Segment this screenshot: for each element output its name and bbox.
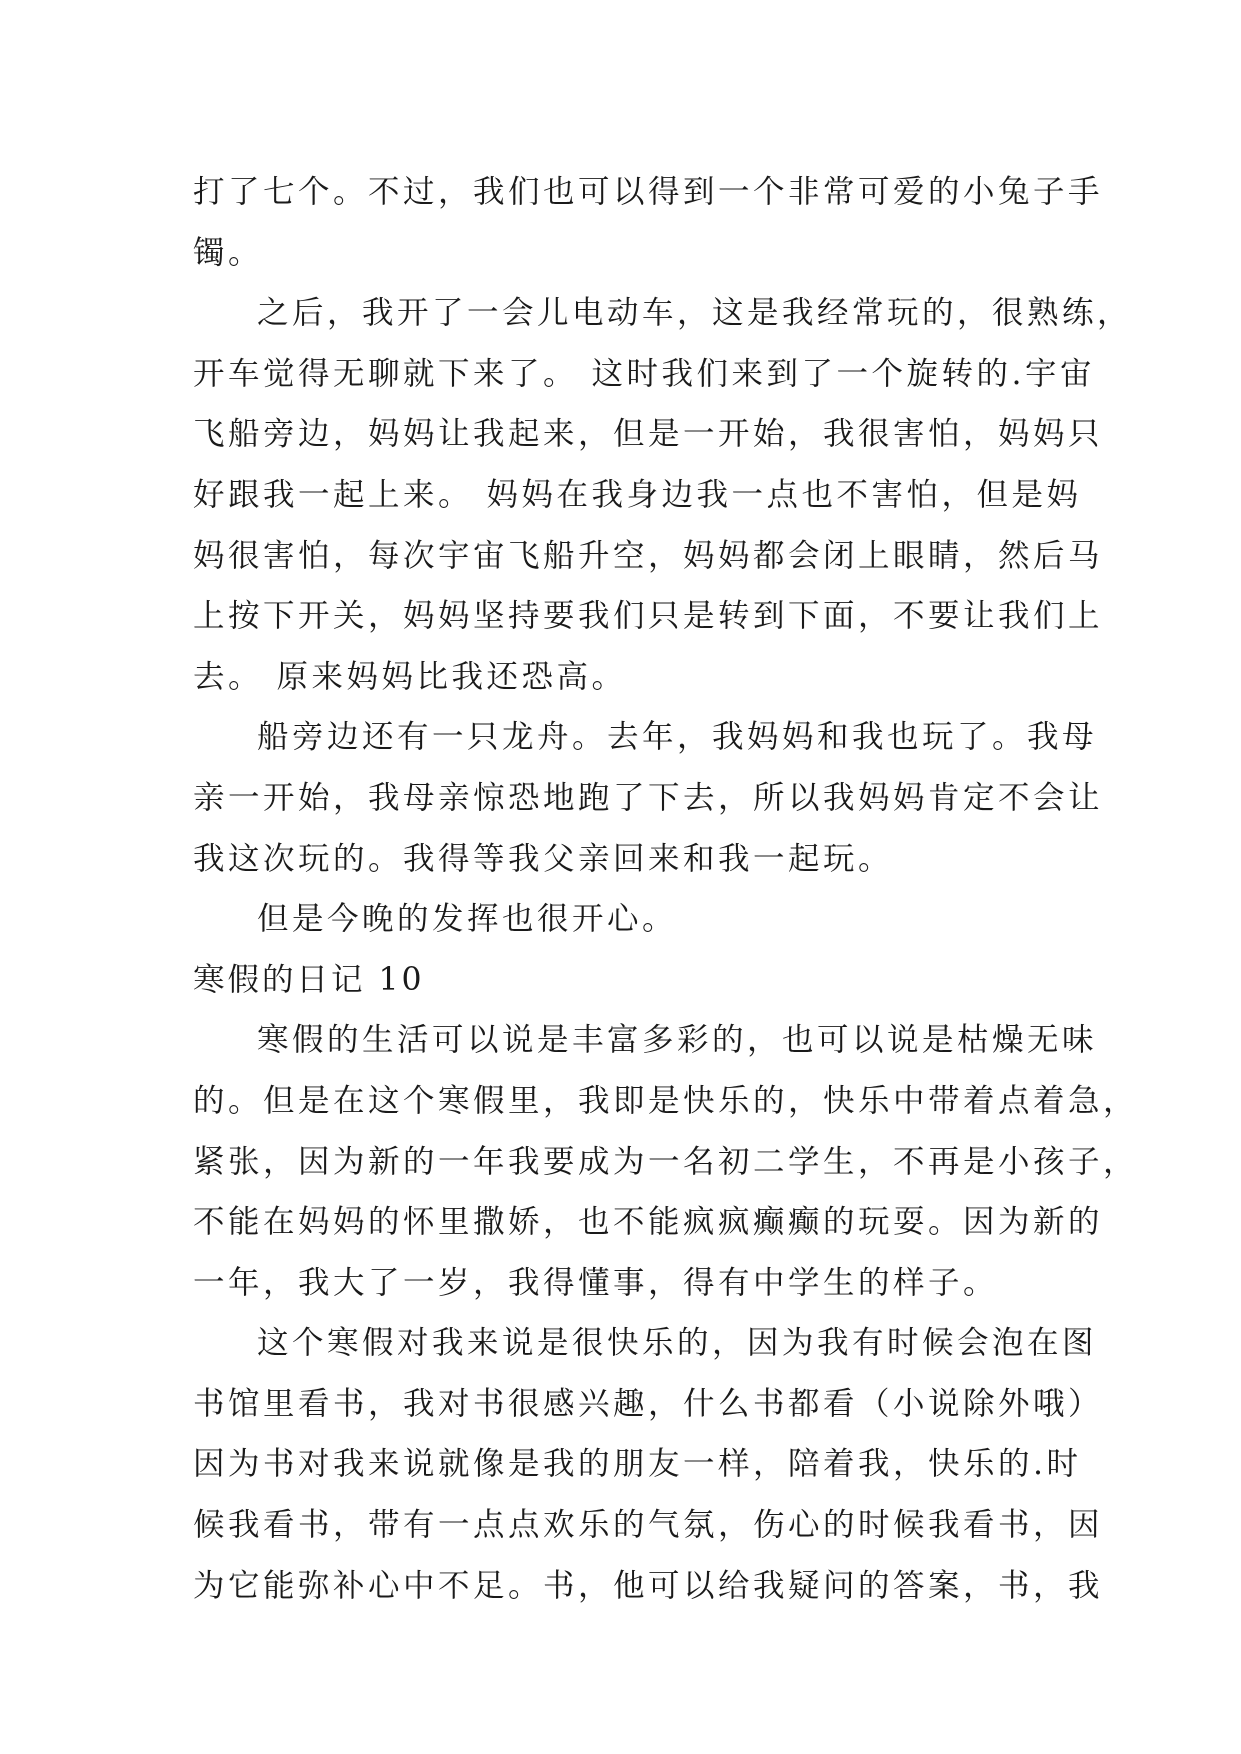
text-line: 开车觉得无聊就下来了。 这时我们来到了一个旋转的.宇宙	[193, 355, 1096, 392]
text-line: 书馆里看书，我对书很感兴趣，什么书都看（小说除外哦）	[193, 1385, 1104, 1422]
text-line: 好跟我一起上来。 妈妈在我身边我一点也不害怕，但是妈	[193, 476, 1082, 513]
text-line: 妈很害怕，每次宇宙飞船升空，妈妈都会闭上眼睛，然后马	[193, 537, 1104, 574]
text-line: 的。但是在这个寒假里，我即是快乐的，快乐中带着点着急，	[193, 1082, 1139, 1119]
text-line: 上按下开关，妈妈坚持要我们只是转到下面，不要让我们上	[193, 598, 1104, 635]
paragraph-start-line: 之后，我开了一会儿电动车，这是我经常玩的，很熟练，	[257, 295, 1133, 332]
text-line: 一年，我大了一岁，我得懂事，得有中学生的样子。	[193, 1264, 999, 1301]
text-line: 不能在妈妈的怀里撒娇，也不能疯疯癫癫的玩耍。因为新的	[193, 1204, 1104, 1241]
section-heading: 寒假的日记 10	[193, 961, 425, 998]
text-line: 打了七个。不过，我们也可以得到一个非常可爱的小兔子手	[193, 174, 1104, 210]
paragraph-start-line: 这个寒假对我来说是很快乐的，因为我有时候会泡在图	[257, 1325, 1098, 1362]
text-line: 为它能弥补心中不足。书，他可以给我疑问的答案，书，我	[193, 1567, 1104, 1604]
text-line: 镯。	[193, 234, 264, 271]
text-line: 我这次玩的。我得等我父亲回来和我一起玩。	[193, 840, 894, 877]
text-line: 因为书对我来说就像是我的朋友一样，陪着我，快乐的.时	[193, 1446, 1082, 1483]
paragraph-start-line: 船旁边还有一只龙舟。去年，我妈妈和我也玩了。我母	[257, 719, 1098, 756]
text-line: 去。 原来妈妈比我还恐高。	[193, 658, 627, 695]
text-line: 飞船旁边，妈妈让我起来，但是一开始，我很害怕，妈妈只	[193, 416, 1104, 453]
paragraph-start-line: 寒假的生活可以说是丰富多彩的，也可以说是枯燥无味	[257, 1022, 1098, 1059]
paragraph-start-line: 但是今晚的发挥也很开心。	[257, 901, 678, 938]
text-line: 紧张，因为新的一年我要成为一名初二学生，不再是小孩子，	[193, 1143, 1139, 1180]
text-line: 亲一开始，我母亲惊恐地跑了下去，所以我妈妈肯定不会让	[193, 779, 1104, 816]
text-line: 候我看书，带有一点点欢乐的气氛，伤心的时候我看书，因	[193, 1507, 1104, 1544]
document-body	[193, 162, 1139, 1616]
